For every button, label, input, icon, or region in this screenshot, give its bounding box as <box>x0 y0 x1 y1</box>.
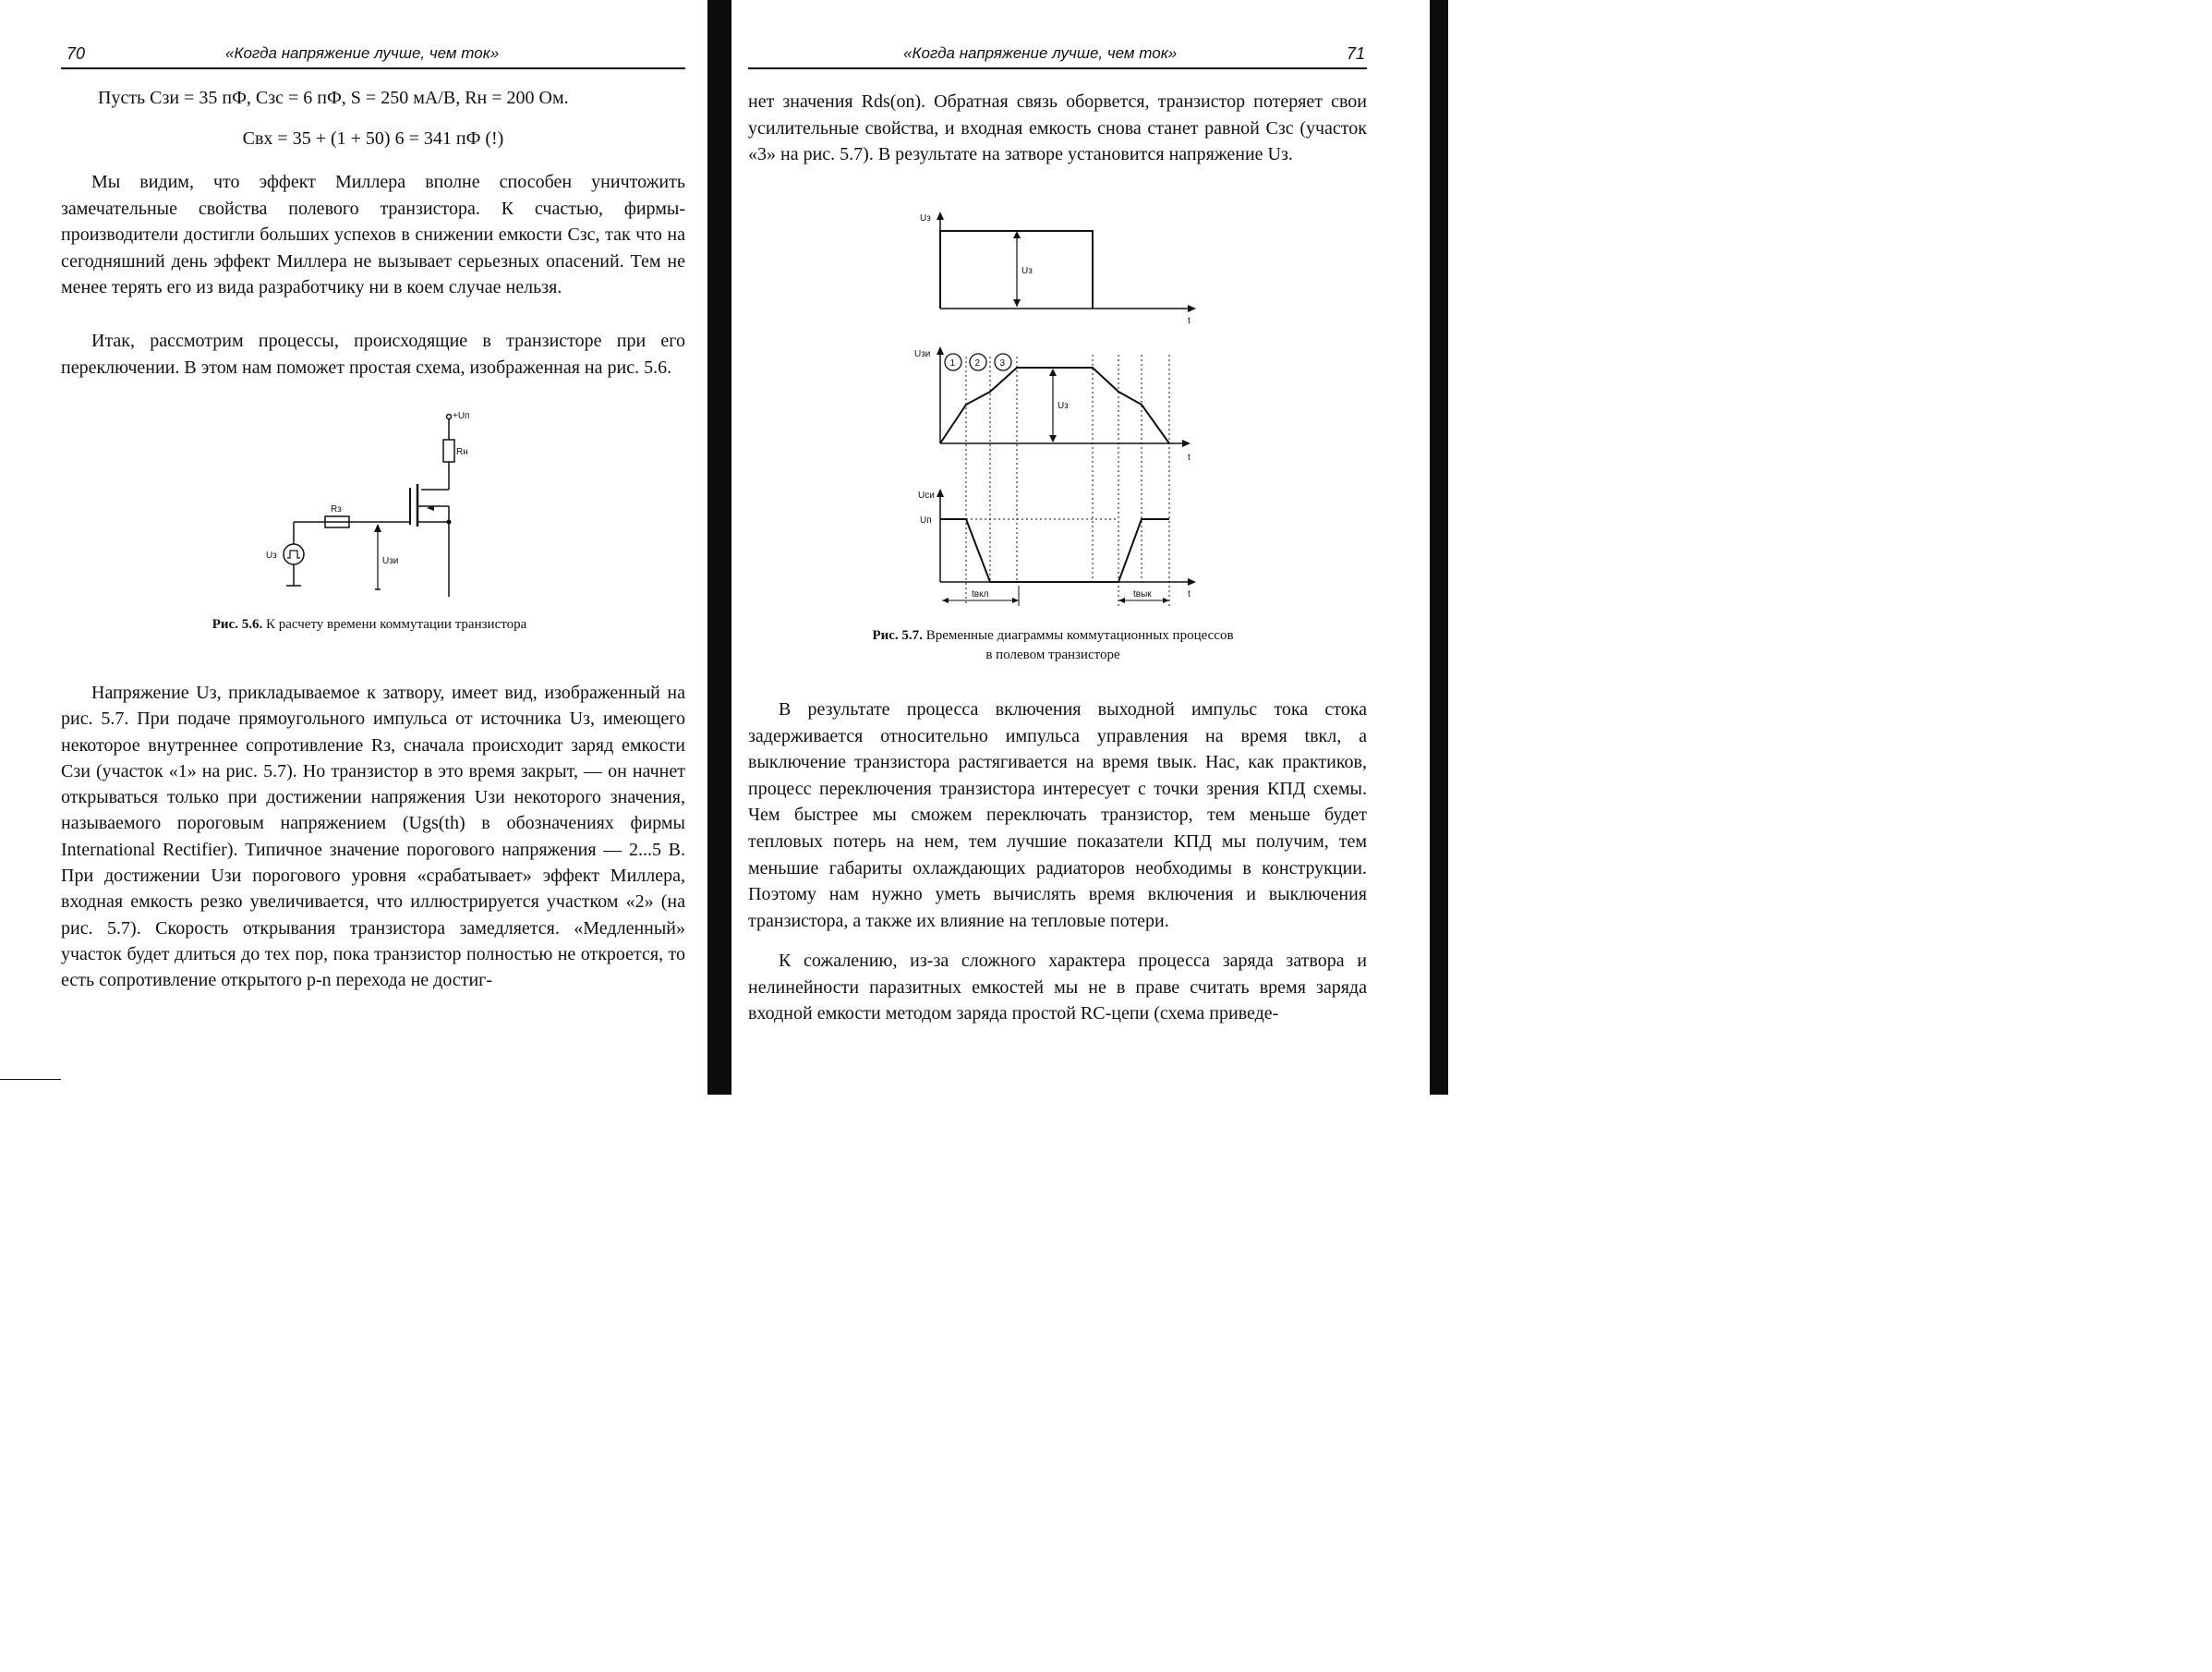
supply-level-label: Uп <box>920 515 932 526</box>
book-spine <box>695 0 739 1095</box>
bottom-rule <box>0 1079 61 1080</box>
page-number: 71 <box>1347 44 1366 63</box>
supply-label: +Uп <box>453 411 470 421</box>
paragraph <box>748 948 1367 1027</box>
chart2-axis-label: Uзи <box>914 349 931 359</box>
source-label: Uз <box>266 551 277 561</box>
circuit-diagram <box>259 405 499 599</box>
header-rule <box>61 67 685 69</box>
formula-line-2: Cвх = 35 + (1 + 50) 6 = 341 пФ (!) <box>242 128 504 149</box>
chart1-amplitude-label: Uз <box>1021 266 1033 276</box>
right-page <box>739 0 1448 1095</box>
page-number: 70 <box>66 44 86 63</box>
ugs-label: Uзи <box>382 556 399 566</box>
paragraph <box>61 680 685 994</box>
t-on-label: tвкл <box>972 589 989 600</box>
gate-resistor-label: Rз <box>331 504 342 515</box>
formula-line-1: Пусть Cзи = 35 пФ, Cзс = 6 пФ, S = 250 мА/В, Rн = 200 Ом. <box>98 88 569 108</box>
paragraph <box>748 89 1367 168</box>
running-head: «Когда напряжение лучше, чем ток» <box>903 44 1178 62</box>
t-off-label: tвык <box>1133 589 1152 600</box>
timing-diagram <box>905 209 1201 615</box>
figure-caption <box>139 615 600 635</box>
caption-text: К расчету времени коммутации транзистора <box>265 617 527 632</box>
load-resistor-label: Rн <box>456 447 468 457</box>
left-page <box>0 0 695 1095</box>
paragraph <box>61 169 685 301</box>
paragraph-text: Мы видим, что эффект Миллера вполне способен уничтожить замечательные свойства полевого транзистора. К счастью, фирмы-производители достигли больших успехов в снижении емкости Cзс, так что на сегодняшний день эффект Миллера не вызывает серьезных опасений. Тем не менее терять его из вида разработчику ни в коем случае нельзя. <box>61 172 685 298</box>
supply-terminal <box>447 415 452 419</box>
caption-number: Рис. 5.6. <box>212 617 263 632</box>
segment-2-label: 2 <box>974 358 981 369</box>
chart1-axis-label: Uз <box>920 213 931 224</box>
paragraph <box>61 328 685 381</box>
chart1-t-label: t <box>1188 316 1191 326</box>
chart3-axis-label: Uси <box>918 491 935 501</box>
chart3-t-label: t <box>1188 589 1191 600</box>
chart2-t-label: t <box>1188 453 1191 463</box>
caption-line-2: в полевом транзисторе <box>985 648 1120 662</box>
ugs-curve <box>940 368 1169 443</box>
paragraph-text: К сожалению, из-за сложного характера процесса заряда затвора и нелинейности паразитных емкостей мы не в праве считать время заряда входной емкости методом заряда простой RC-цепи (схема приведе- <box>748 951 1367 1024</box>
paragraph-text: Напряжение Uз, прикладываемое к затвору, имеет вид, изображенный на рис. 5.7. При подаче прямоугольного импульса от источника Uз, имеющего некоторое внутреннее сопротивление Rз, сначала происходит заряд емкости Cзи (участок «1» на рис. 5.7). Но транзистор в это время закрыт, — он начнет открываться только при достижении напряжения Uзи некоторого значения, называемого пороговым напряжением (Ugs(th) в обозначениях фирмы International Rectifier). Типичное значение порогового напряжения — 2...5 В. При достижении Uзи порогового уровня «срабатывает» эффект Миллера, входная емкость резко увеличивается, что иллюстрируется участком «2» (на рис. 5.7). Скорость открывания транзистора замедляется. «Медленный» участок будет длиться до тех пор, пока транзистор полностью не откроется, то есть сопротивление открытого p-n перехода не достиг- <box>61 683 685 991</box>
uds-curve <box>940 519 1169 582</box>
caption-line <box>794 626 1311 646</box>
caption-text: Временные диаграммы коммутационных процессов <box>925 628 1234 643</box>
figure-caption <box>794 626 1311 665</box>
running-head: «Когда напряжение лучше, чем ток» <box>225 44 500 62</box>
pulse-source <box>284 544 304 564</box>
segment-3-label: 3 <box>999 358 1006 369</box>
paragraph <box>748 697 1367 934</box>
paragraph-text: В результате процесса включения выходной импульс тока стока задерживается относительно импульса управления на время tвкл, а выключение транзистора растягивается на время tвык. Нас, как практиков, процесс переключения транзистора интересует с точки зрения КПД схемы. Чем быстрее мы сможем переключать транзистор, тем меньше будет тепловых потерь на нем, тем лучшие показатели КПД мы получим, тем меньшие габариты охлаждающих радиаторов необходимы в конструкции. Поэтому нам нужно уметь вычислять время включения и выключения транзистора, а также их влияние на тепловые потери. <box>748 699 1367 931</box>
header-rule <box>748 67 1367 69</box>
guide-lines <box>966 355 1169 606</box>
segment-1-label: 1 <box>949 358 956 369</box>
chart2-amplitude-label: Uз <box>1058 401 1069 411</box>
paragraph-text: Итак, рассмотрим процессы, происходящие в транзисторе при его переключении. В этом нам поможет простая схема, изображенная на рис. 5.6. <box>61 331 685 378</box>
paragraph-text: нет значения Rds(on). Обратная связь оборвется, транзистор потеряет свои усилительные свойства, и входная емкость снова станет равной Cзс (участок «3» на рис. 5.7). В результате на затворе установится напряжение Uз. <box>748 91 1367 165</box>
caption-number: Рис. 5.7. <box>872 628 923 643</box>
load-resistor <box>443 440 454 462</box>
